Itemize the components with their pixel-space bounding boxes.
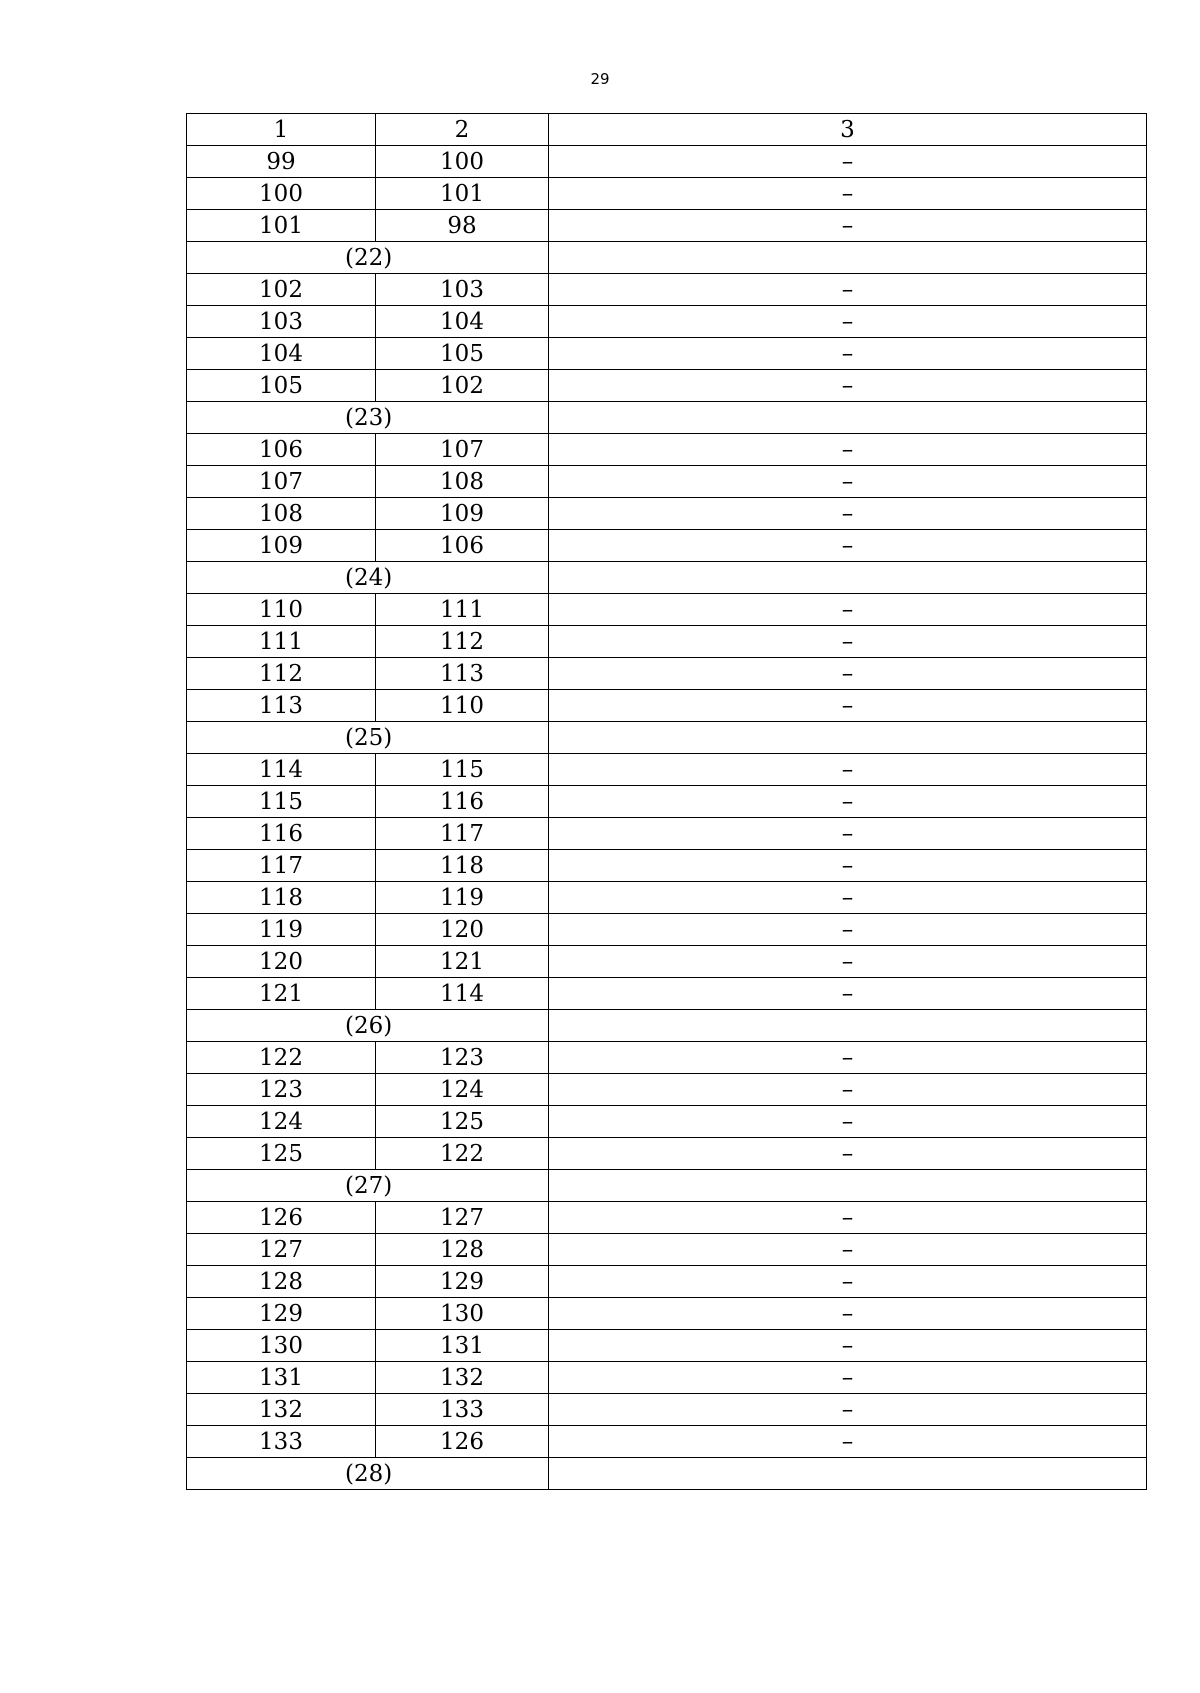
cell-col-1: 133 — [187, 1426, 376, 1458]
cell-col-3: – — [549, 978, 1147, 1010]
table-row — [187, 146, 1147, 178]
group-label: (23) — [187, 402, 549, 434]
cell-col-1: 106 — [187, 434, 376, 466]
group-row — [187, 1458, 1147, 1490]
table-row — [187, 658, 1147, 690]
cell-col-2: 105 — [376, 338, 549, 370]
cell-col-3: – — [549, 1394, 1147, 1426]
group-empty-cell — [549, 1010, 1147, 1042]
cell-col-1: 111 — [187, 626, 376, 658]
cell-col-3: – — [549, 306, 1147, 338]
cell-col-2: 129 — [376, 1266, 549, 1298]
cell-col-3: – — [549, 466, 1147, 498]
cell-col-1: 109 — [187, 530, 376, 562]
group-empty-cell — [549, 402, 1147, 434]
cell-col-3: – — [549, 818, 1147, 850]
column-header-2: 2 — [376, 114, 549, 146]
cell-col-2: 115 — [376, 754, 549, 786]
cell-col-3: – — [549, 914, 1147, 946]
table-row — [187, 178, 1147, 210]
cell-col-2: 131 — [376, 1330, 549, 1362]
table-row — [187, 882, 1147, 914]
cell-col-3: – — [549, 530, 1147, 562]
table-row — [187, 786, 1147, 818]
data-table — [186, 113, 1147, 1490]
cell-col-3: – — [549, 1234, 1147, 1266]
table-row — [187, 626, 1147, 658]
cell-col-1: 132 — [187, 1394, 376, 1426]
table-row — [187, 818, 1147, 850]
cell-col-2: 121 — [376, 946, 549, 978]
table-row — [187, 530, 1147, 562]
table-row — [187, 914, 1147, 946]
table-row — [187, 370, 1147, 402]
cell-col-2: 109 — [376, 498, 549, 530]
column-header-1: 1 — [187, 114, 376, 146]
table-row — [187, 690, 1147, 722]
group-label: (25) — [187, 722, 549, 754]
cell-col-1: 121 — [187, 978, 376, 1010]
cell-col-2: 132 — [376, 1362, 549, 1394]
table-row — [187, 1106, 1147, 1138]
table-row — [187, 946, 1147, 978]
table-row — [187, 338, 1147, 370]
cell-col-3: – — [549, 274, 1147, 306]
cell-col-1: 105 — [187, 370, 376, 402]
cell-col-2: 126 — [376, 1426, 549, 1458]
cell-col-1: 118 — [187, 882, 376, 914]
table-row — [187, 1330, 1147, 1362]
cell-col-1: 99 — [187, 146, 376, 178]
cell-col-1: 101 — [187, 210, 376, 242]
table-row — [187, 594, 1147, 626]
cell-col-2: 110 — [376, 690, 549, 722]
cell-col-3: – — [549, 210, 1147, 242]
cell-col-1: 120 — [187, 946, 376, 978]
cell-col-2: 113 — [376, 658, 549, 690]
cell-col-2: 102 — [376, 370, 549, 402]
group-row — [187, 402, 1147, 434]
cell-col-3: – — [549, 498, 1147, 530]
cell-col-3: – — [549, 1106, 1147, 1138]
table-row — [187, 498, 1147, 530]
group-empty-cell — [549, 1458, 1147, 1490]
cell-col-3: – — [549, 1362, 1147, 1394]
cell-col-1: 102 — [187, 274, 376, 306]
cell-col-2: 123 — [376, 1042, 549, 1074]
cell-col-2: 117 — [376, 818, 549, 850]
cell-col-3: – — [549, 178, 1147, 210]
cell-col-3: – — [549, 1426, 1147, 1458]
column-header-3: 3 — [549, 114, 1147, 146]
cell-col-3: – — [549, 1266, 1147, 1298]
table-row — [187, 1426, 1147, 1458]
cell-col-2: 104 — [376, 306, 549, 338]
cell-col-2: 125 — [376, 1106, 549, 1138]
cell-col-3: – — [549, 338, 1147, 370]
cell-col-3: – — [549, 370, 1147, 402]
cell-col-2: 122 — [376, 1138, 549, 1170]
cell-col-2: 111 — [376, 594, 549, 626]
table-row — [187, 1042, 1147, 1074]
group-row — [187, 1170, 1147, 1202]
cell-col-2: 100 — [376, 146, 549, 178]
table-row — [187, 1266, 1147, 1298]
table-row — [187, 850, 1147, 882]
cell-col-1: 114 — [187, 754, 376, 786]
cell-col-3: – — [549, 1138, 1147, 1170]
cell-col-3: – — [549, 754, 1147, 786]
table-row — [187, 1298, 1147, 1330]
group-empty-cell — [549, 562, 1147, 594]
cell-col-3: – — [549, 1330, 1147, 1362]
cell-col-2: 107 — [376, 434, 549, 466]
cell-col-2: 116 — [376, 786, 549, 818]
cell-col-3: – — [549, 434, 1147, 466]
group-label: (28) — [187, 1458, 549, 1490]
table-row — [187, 1234, 1147, 1266]
cell-col-3: – — [549, 946, 1147, 978]
cell-col-1: 117 — [187, 850, 376, 882]
cell-col-1: 124 — [187, 1106, 376, 1138]
table-row — [187, 466, 1147, 498]
cell-col-2: 112 — [376, 626, 549, 658]
cell-col-1: 112 — [187, 658, 376, 690]
group-label: (22) — [187, 242, 549, 274]
cell-col-2: 128 — [376, 1234, 549, 1266]
cell-col-3: – — [549, 626, 1147, 658]
cell-col-3: – — [549, 658, 1147, 690]
cell-col-1: 104 — [187, 338, 376, 370]
table-row — [187, 978, 1147, 1010]
group-label: (24) — [187, 562, 549, 594]
group-label: (27) — [187, 1170, 549, 1202]
cell-col-2: 98 — [376, 210, 549, 242]
cell-col-2: 119 — [376, 882, 549, 914]
table-row — [187, 274, 1147, 306]
table-row — [187, 434, 1147, 466]
table-body — [187, 114, 1147, 1490]
group-row — [187, 242, 1147, 274]
cell-col-1: 108 — [187, 498, 376, 530]
cell-col-3: – — [549, 850, 1147, 882]
group-row — [187, 562, 1147, 594]
cell-col-1: 100 — [187, 178, 376, 210]
cell-col-3: – — [549, 1042, 1147, 1074]
cell-col-1: 127 — [187, 1234, 376, 1266]
cell-col-2: 114 — [376, 978, 549, 1010]
cell-col-3: – — [549, 1202, 1147, 1234]
cell-col-1: 119 — [187, 914, 376, 946]
group-empty-cell — [549, 722, 1147, 754]
cell-col-2: 127 — [376, 1202, 549, 1234]
cell-col-1: 128 — [187, 1266, 376, 1298]
cell-col-2: 118 — [376, 850, 549, 882]
table-header-row — [187, 114, 1147, 146]
table-row — [187, 1138, 1147, 1170]
cell-col-2: 103 — [376, 274, 549, 306]
group-label: (26) — [187, 1010, 549, 1042]
page-number: 29 — [590, 70, 610, 88]
cell-col-1: 129 — [187, 1298, 376, 1330]
cell-col-2: 130 — [376, 1298, 549, 1330]
cell-col-3: – — [549, 1298, 1147, 1330]
table-row — [187, 210, 1147, 242]
cell-col-1: 130 — [187, 1330, 376, 1362]
table-row — [187, 1394, 1147, 1426]
cell-col-2: 120 — [376, 914, 549, 946]
cell-col-1: 107 — [187, 466, 376, 498]
group-row — [187, 1010, 1147, 1042]
cell-col-1: 110 — [187, 594, 376, 626]
group-empty-cell — [549, 1170, 1147, 1202]
cell-col-1: 126 — [187, 1202, 376, 1234]
table-row — [187, 754, 1147, 786]
cell-col-3: – — [549, 594, 1147, 626]
cell-col-1: 123 — [187, 1074, 376, 1106]
cell-col-2: 124 — [376, 1074, 549, 1106]
cell-col-3: – — [549, 146, 1147, 178]
table-row — [187, 1362, 1147, 1394]
group-empty-cell — [549, 242, 1147, 274]
cell-col-1: 125 — [187, 1138, 376, 1170]
cell-col-1: 113 — [187, 690, 376, 722]
table-row — [187, 1074, 1147, 1106]
cell-col-3: – — [549, 690, 1147, 722]
cell-col-2: 108 — [376, 466, 549, 498]
table-row — [187, 306, 1147, 338]
cell-col-1: 131 — [187, 1362, 376, 1394]
cell-col-1: 103 — [187, 306, 376, 338]
cell-col-3: – — [549, 786, 1147, 818]
group-row — [187, 722, 1147, 754]
cell-col-1: 116 — [187, 818, 376, 850]
cell-col-2: 133 — [376, 1394, 549, 1426]
cell-col-2: 101 — [376, 178, 549, 210]
cell-col-2: 106 — [376, 530, 549, 562]
cell-col-3: – — [549, 1074, 1147, 1106]
cell-col-1: 122 — [187, 1042, 376, 1074]
cell-col-1: 115 — [187, 786, 376, 818]
table-row — [187, 1202, 1147, 1234]
cell-col-3: – — [549, 882, 1147, 914]
